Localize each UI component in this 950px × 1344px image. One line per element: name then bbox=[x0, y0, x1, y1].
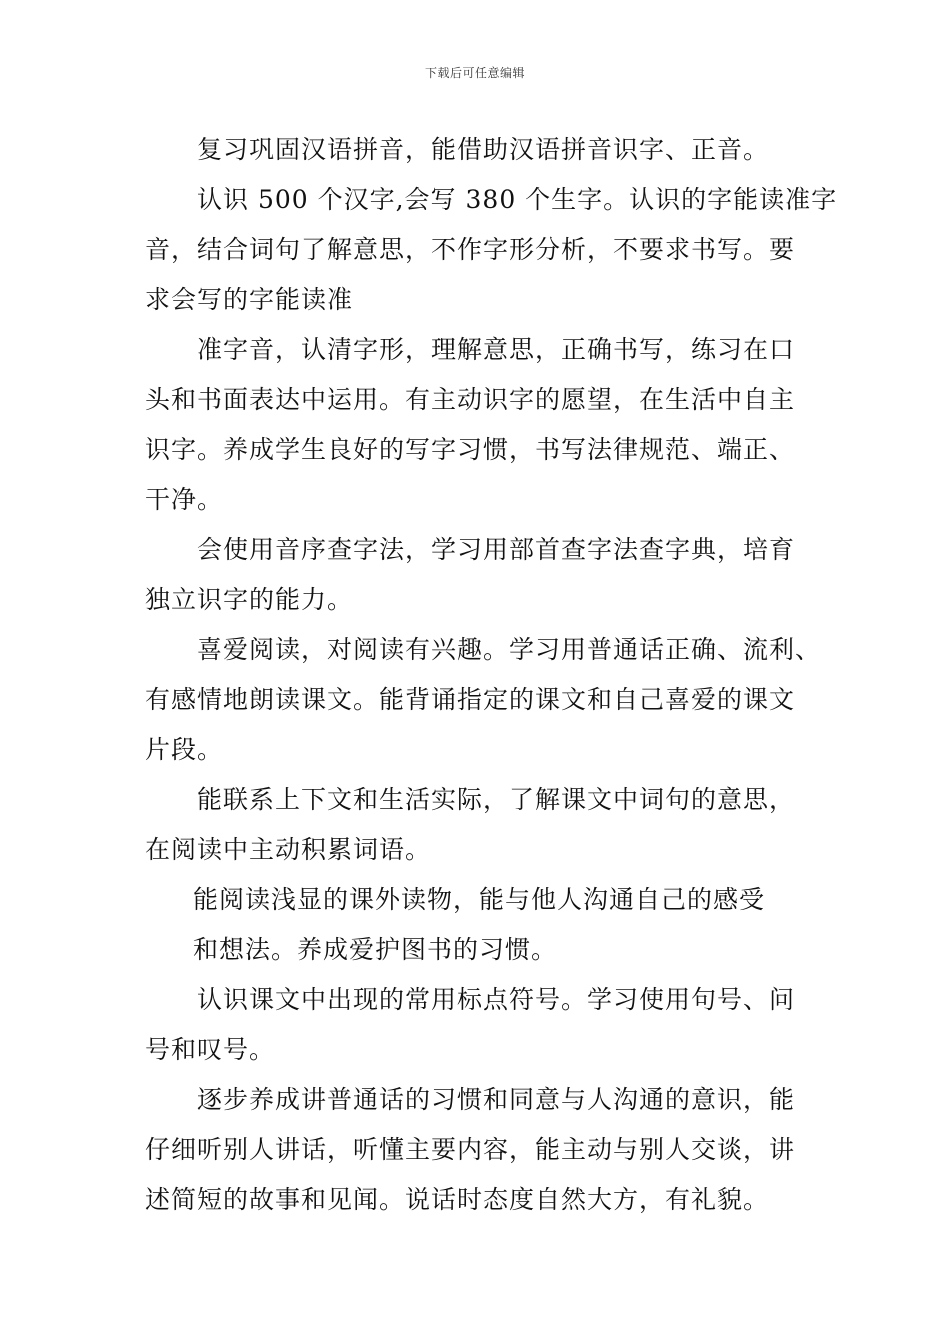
text-line: 认识 500 个汉字,会写 380 个生字。认识的字能读准字 bbox=[197, 185, 838, 214]
text-line: 号和叹号。 bbox=[145, 1035, 276, 1064]
text-line: 在阅读中主动积累词语。 bbox=[145, 835, 432, 864]
text-line: 音，结合词句了解意思，不作字形分析，不要求书写。要 bbox=[145, 235, 796, 264]
text-line: 独立识字的能力。 bbox=[145, 585, 354, 614]
text-line: 头和书面表达中运用。有主动识字的愿望，在生活中自主 bbox=[145, 385, 796, 414]
text-line: 喜爱阅读，对阅读有兴趣。学习用普通话正确、流利、 bbox=[197, 635, 822, 664]
text-line: 干净。 bbox=[145, 485, 224, 514]
text-line: 会使用音序查字法，学习用部首查字法查字典，培育 bbox=[197, 535, 796, 564]
text-line: 逐步养成讲普通话的习惯和同意与人沟通的意识，能 bbox=[197, 1085, 796, 1114]
text-line: 复习巩固汉语拼音，能借助汉语拼音识字、正音。 bbox=[197, 135, 770, 164]
text-line: 仔细听别人讲话，听懂主要内容，能主动与别人交谈，讲 bbox=[145, 1135, 796, 1164]
text-line: 能阅读浅显的课外读物，能与他人沟通自己的感受 bbox=[193, 885, 766, 914]
text-line: 和想法。养成爱护图书的习惯。 bbox=[193, 935, 558, 964]
text-line: 述简短的故事和见闻。说话时态度自然大方，有礼貌。 bbox=[145, 1185, 770, 1214]
text-line: 准字音，认清字形，理解意思，正确书写，练习在口 bbox=[197, 335, 796, 364]
text-line: 有感情地朗读课文。能背诵指定的课文和自己喜爱的课文 bbox=[145, 685, 796, 714]
page-header: 下载后可任意编辑 bbox=[424, 66, 525, 80]
text-line: 认识课文中出现的常用标点符号。学习使用句号、问 bbox=[197, 985, 796, 1014]
text-line: 片段。 bbox=[145, 735, 224, 764]
text-line: 求会写的字能读准 bbox=[145, 285, 354, 314]
text-line: 能联系上下文和生活实际，了解课文中词句的意思， bbox=[197, 785, 796, 814]
text-line: 识字。养成学生良好的写字习惯，书写法律规范、端正、 bbox=[145, 435, 796, 464]
